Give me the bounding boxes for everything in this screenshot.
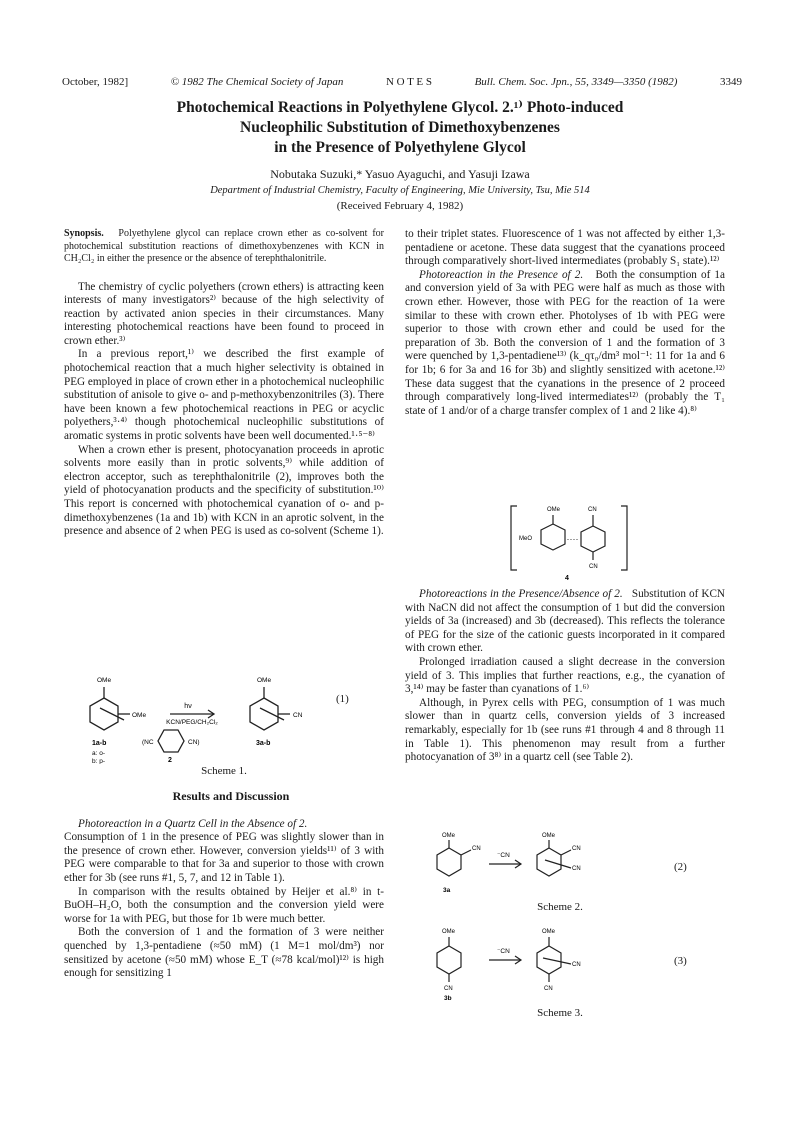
equation-number-3: (3) bbox=[674, 955, 687, 967]
substituent-b: b: p- bbox=[92, 758, 106, 764]
scheme3-label: 3b bbox=[444, 995, 452, 1002]
results-paragraph-3: Both the conversion of 1 and the formation of 3 were neither quenched by 1,3-pentadiene (≈50 mM) (1 M=1 mol/dm³) nor sensitized by acetone (≈50 mM) whose E_T (≈78 kcal/mol)¹²⁾ is high enough for sensitizing 1 bbox=[64, 926, 384, 980]
scheme3-reactant-ring bbox=[437, 946, 461, 974]
reactant-ome-label: OMe bbox=[97, 677, 112, 684]
benzene-ring-product bbox=[250, 698, 278, 730]
running-header bbox=[62, 76, 742, 88]
scheme-3-figure bbox=[425, 924, 655, 1004]
tpn-right-cn: CN) bbox=[188, 739, 200, 746]
right-paragraph-2-body: Both the consumption of 1a and conversion yield of 3a with PEG were half as much as those with crown ether. However, those with PEG for the reaction of 1a were similar to these with crown ether. Photolyses of 1b with PEG were superior to those with crown ether and could be used for the preparation of 3b. Both the conversion of 1 and the formation of 3 were quenched by 1,3-pentadiene¹³⁾ (k_qτ₀/dm³ mol⁻¹: 11 for 1a and 6 for 1b; 6 for 3a and 16 for 3b) and slightly sensitized with acetone.¹²⁾ These data suggest that the cyanations in the presence of 2 proceed through comparatively long-lived intermediates¹²⁾ (probably the T₁ state of 1 and/or of a charge transfer complex of 1 and 2 like 4).⁸⁾ bbox=[405, 268, 725, 417]
scheme3-reagent: ⁻CN bbox=[497, 948, 510, 955]
runin-heading-quartz: Photoreaction in a Quartz Cell in the Absence of 2. bbox=[78, 817, 308, 830]
runin-heading-presence-absence: Photoreactions in the Presence/Absence of 2. bbox=[419, 588, 623, 600]
equation-number-2: (2) bbox=[674, 861, 687, 873]
reagent-hv: hν bbox=[184, 703, 192, 710]
scheme2-reactant-cn: CN bbox=[472, 846, 481, 852]
product-cn-label: CN bbox=[293, 712, 303, 719]
affiliation: Department of Industrial Chemistry, Faculty of Engineering, Mie University, Tsu, Mie 514 bbox=[210, 185, 590, 196]
header-section: N O T E S bbox=[385, 76, 433, 88]
runin-heading-presence: Photoreaction in the Presence of 2. bbox=[419, 268, 584, 281]
scheme2-product-cn-1: CN bbox=[572, 846, 581, 852]
header-copyright: © 1982 The Chemical Society of Japan bbox=[170, 76, 344, 88]
equation-number-1: (1) bbox=[336, 693, 349, 705]
dimethoxybenzene-ring bbox=[541, 524, 565, 550]
benzene-ring-reactant bbox=[90, 698, 118, 730]
scheme3-product-cn-2: CN bbox=[544, 986, 553, 992]
complex-meo-label: MeO bbox=[519, 536, 533, 542]
intro-paragraph-1: The chemistry of cyclic polyethers (crown ethers) is attracting keen interests of many investigators²⁾ because of the high selectivity of reaction by activated anion species in their circumstances. Many interesting photochemical reactions have been found to proceed in crown ether.³⁾ bbox=[64, 280, 384, 347]
title-line-2: Nucleophilic Substitution of Dimethoxybenzenes bbox=[240, 119, 560, 136]
reactant-label: 1a-b bbox=[92, 740, 107, 747]
complex-label: 4 bbox=[565, 575, 569, 582]
terephthalonitrile-ring bbox=[158, 730, 184, 752]
complex-cn-bottom-label: CN bbox=[589, 564, 598, 570]
received-date: (Received February 4, 1982) bbox=[336, 200, 464, 212]
reactant-ome-sub-label: OMe bbox=[132, 712, 147, 719]
scheme2-product-cn-2: CN bbox=[572, 866, 581, 872]
right-paragraph-3 bbox=[405, 588, 725, 656]
complex-cn-top-label: CN bbox=[588, 507, 597, 513]
synopsis-label: Synopsis. bbox=[64, 228, 104, 239]
results-paragraph-2: In comparison with the results obtained by Heijer et al.⁸⁾ in t-BuOH–H₂O, both the consumption and the conversion yield were worse for 1a with PEG, but those for 1b were much better. bbox=[64, 885, 384, 925]
cyanobenzene-ring bbox=[581, 526, 605, 552]
title-line-3: in the Presence of Polyethylene Glycol bbox=[274, 139, 526, 156]
results-heading: Results and Discussion bbox=[172, 789, 290, 803]
header-date: October, 1982] bbox=[62, 76, 129, 88]
article-title bbox=[70, 98, 730, 158]
product-label: 3a-b bbox=[256, 740, 271, 747]
synopsis-text: Polyethylene glycol can replace crown ether as co-solvent for photochemical substitution reactions of dimethoxybenzenes with KCN in CH₂Cl₂ in either the presence or the absence of terephthalonitrile. bbox=[64, 228, 384, 264]
scheme-1-figure bbox=[64, 658, 384, 764]
scheme3-reactant-ome: OMe bbox=[442, 929, 456, 935]
scheme3-product-ring bbox=[537, 946, 561, 974]
intro-paragraph-3: When a crown ether is present, photocyanation proceeds in aprotic solvents more easily than in protic solvents,⁹⁾ while addition of electron acceptor, such as terephthalonitrile (2), improves both the yield of photocyanation products and the specificity of substitution.¹⁰⁾ This report is concerned with photochemical cyanation of o- and p-dimethoxybenzenes (1a and 1b) with KCN in an aprotic solvent, in the presence and absence of 2 when PEG is used as co-solvent (Scheme 1). bbox=[64, 443, 384, 538]
scheme2-reactant-ring bbox=[437, 848, 461, 876]
header-page-number: 3349 bbox=[719, 76, 742, 88]
scheme3-product-ome: OMe bbox=[542, 929, 556, 935]
tpn-label: 2 bbox=[168, 757, 172, 764]
title-line-1: Photochemical Reactions in Polyethylene Glycol. 2.¹⁾ Photo-induced bbox=[176, 99, 624, 116]
header-journal: Bull. Chem. Soc. Jpn., 55, 3349—3350 (1982) bbox=[474, 76, 678, 88]
left-column-bottom bbox=[64, 790, 384, 981]
product-ome-label: OMe bbox=[257, 677, 272, 684]
scheme2-reactant-ome: OMe bbox=[442, 833, 456, 839]
complex-4-figure bbox=[505, 500, 640, 582]
scheme-2-caption: Scheme 2. bbox=[537, 901, 583, 913]
scheme3-reactant-cn: CN bbox=[444, 986, 453, 992]
tpn-left-nc: (NC bbox=[142, 739, 154, 746]
intro-paragraph-2: In a previous report,¹⁾ we described the first example of photochemical reaction that a much higher selectivity is obtained in PEG employed in place of crown ether in a photochemical nucleophilic substitution of anisole to give o- and p-methoxybenzonitriles (3). There have been known a few photochemical reactions in PEG or acyclic polyethers,³·⁴⁾ though photochemical nucleophilic substitutions of aromatic systems in protic solvents have been well documented.¹·⁵⁻⁸⁾ bbox=[64, 348, 384, 443]
right-paragraph-1: to their triplet states. Fluorescence of 1 was not affected by either 1,3-pentadiene or acetone. These data suggest that the cyanations proceed through comparatively short-lived intermediates (probably S₁ state).¹²⁾ bbox=[405, 228, 725, 268]
reagent-conditions: KCN/PEG/CH₂Cl₂ bbox=[166, 719, 218, 726]
right-bracket bbox=[621, 506, 627, 570]
scheme-3-caption: Scheme 3. bbox=[537, 1007, 583, 1019]
scheme-1-caption: Scheme 1. bbox=[201, 765, 247, 777]
scheme-2-figure bbox=[425, 830, 655, 896]
substituent-a: a: o- bbox=[92, 750, 106, 757]
left-bracket bbox=[511, 506, 517, 570]
scheme3-product-cn-1: CN bbox=[572, 962, 581, 968]
right-paragraph-5: Although, in Pyrex cells with PEG, consumption of 1 was much slower than in quartz cells, conversion yields of 3 increased remarkably, especially for 1b (see runs #1 through 4 and 8 through 11 in Table 1). This phenomenon may result from a further photocyanation of 3⁸⁾ in a quartz cell (see Table 2). bbox=[405, 696, 725, 764]
scheme2-product-ring bbox=[537, 848, 561, 876]
right-paragraph-4: Prolonged irradiation caused a slight decrease in the conversion yield of 3. This implies that further reactions, e.g., the cyanation of 3,¹⁴⁾ may be faster than cyanations of 1.⁶⁾ bbox=[405, 655, 725, 696]
right-paragraph-3-body: Substitution of KCN with NaCN did not affect the consumption of 1 but did the conversion yields of 3a (increased) and 3b (decreased). This reflects the tolerance of PEG for the size of the cationic guests incorporated in it compared with crown ether. bbox=[405, 588, 726, 655]
right-column-middle bbox=[405, 588, 725, 765]
authors: Nobutaka Suzuki,* Yasuo Ayaguchi, and Yasuji Izawa bbox=[270, 167, 530, 181]
left-column-top bbox=[64, 228, 384, 539]
synopsis bbox=[64, 228, 384, 266]
complex-ome-label: OMe bbox=[547, 507, 561, 513]
right-column-top bbox=[405, 228, 725, 418]
right-paragraph-2 bbox=[405, 269, 725, 419]
charge-transfer-dots: ····· bbox=[563, 534, 579, 544]
results-paragraph-1-body: Consumption of 1 in the presence of PEG was slightly slower than in the presence of crown ether. However, conversion yields¹¹⁾ of 3 with PEG were comparable to that for 3a and superior to those with crown ether for 3b (see runs #1, 5, 7, and 12 in Table 1). bbox=[64, 831, 384, 884]
scheme2-reagent: ⁻CN bbox=[497, 852, 510, 859]
results-paragraph-1 bbox=[64, 818, 384, 832]
scheme2-product-ome: OMe bbox=[542, 833, 556, 839]
scheme2-label: 3a bbox=[443, 887, 451, 894]
